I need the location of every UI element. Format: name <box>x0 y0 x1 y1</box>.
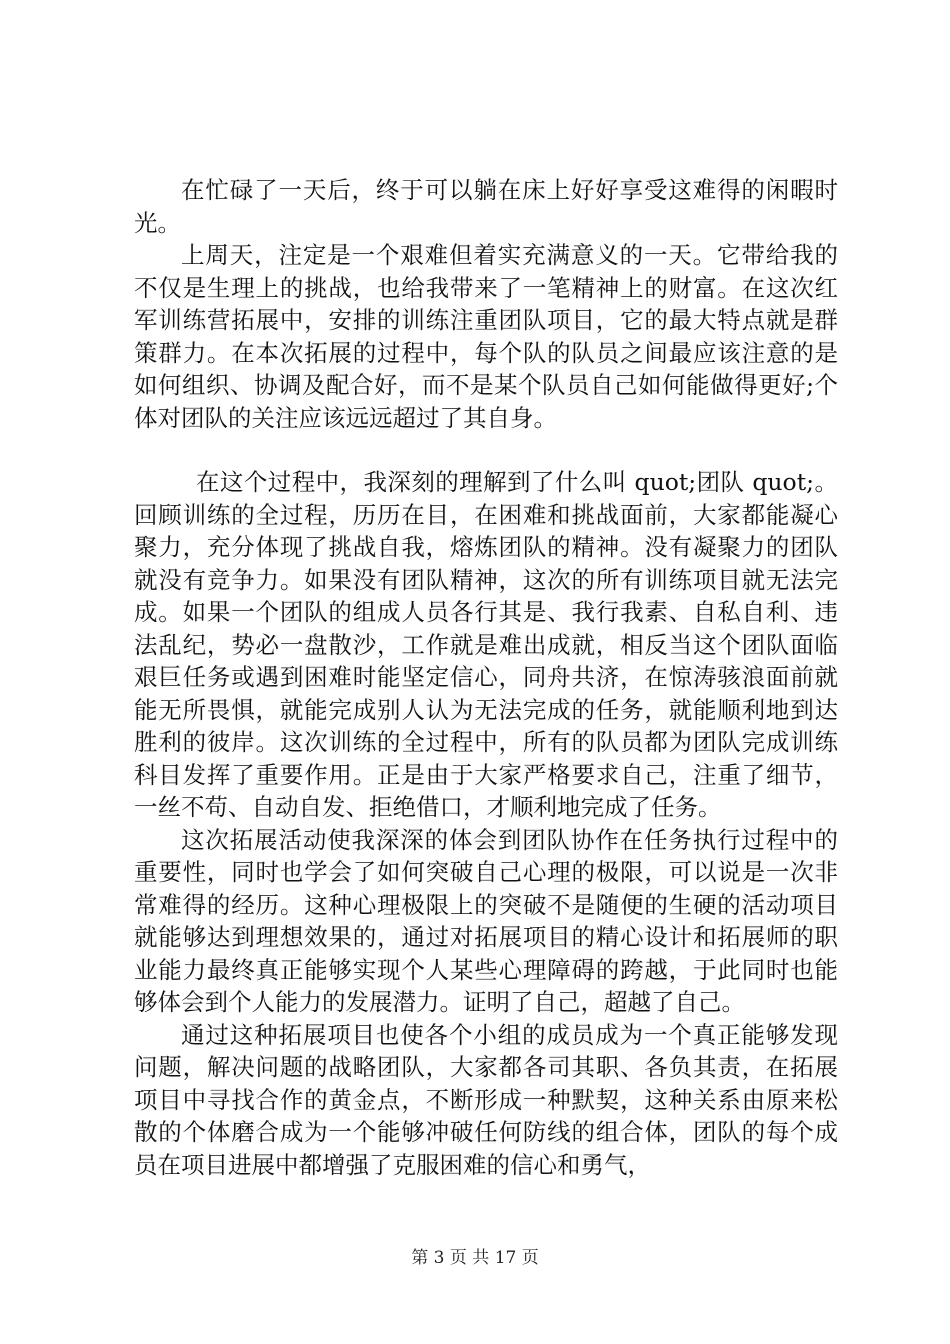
paragraph-2: 上周天，注定是一个艰难但着实充满意义的一天。它带给我的不仅是生理上的挑战，也给我带来了一笔精神上的财富。在这次红军训练营拓展中，安排的训练注重团队项目，它的最大特点就是群策群力。在本次拓展的过程中，每个队的队员之间最应该注意的是如何组织、协调及配合好，而不是某个队员自己如何能做得更好;个体对团队的关注应该远远超过了其自身。 <box>134 241 838 432</box>
paragraph-1: 在忙碌了一天后，终于可以躺在床上好好享受这难得的闲暇时光。 <box>134 176 838 237</box>
paragraph-4: 这次拓展活动使我深深的体会到团队协作在任务执行过程中的重要性，同时也学会了如何突破自己心理的极限，可以说是一次非常难得的经历。这种心理极限上的突破不是随便的生硬的活动项目就能够达到理想效果的，通过对拓展项目的精心设计和拓展师的职业能力最终真正能够实现个人某些心理障碍的跨越，于此同时也能够体会到个人能力的发展潜力。证明了自己，超越了自己。 <box>134 825 838 1016</box>
paragraph-3: 在这个过程中，我深刻的理解到了什么叫 quot;团队 quot;。回顾训练的全过程，历历在目，在困难和挑战面前，大家都能凝心聚力，充分体现了挑战自我，熔炼团队的精神。没有凝聚力的团队就没有竞争力。如果没有团队精神，这次的所有训练项目就无法完成。如果一个团队的组成人员各行其是、我行我素、自私自利、违法乱纪，势必一盘散沙，工作就是难出成就，相反当这个团队面临艰巨任务或遇到困难时能坚定信心，同舟共济，在惊涛骇浪面前就能无所畏惧，就能完成别人认为无法完成的任务，就能顺利地到达胜利的彼岸。这次训练的全过程中，所有的队员都为团队完成训练科目发挥了重要作用。正是由于大家严格要求自己，注重了细节，一丝不苟、自动自发、拒绝借口，才顺利地完成了任务。 <box>134 468 838 821</box>
paragraph-5: 通过这种拓展项目也使各个小组的成员成为一个真正能够发现问题，解决问题的战略团队，大家都各司其职、各负其责，在拓展项目中寻找合作的黄金点，不断形成一种默契，这种关系由原来松散的个体磨合成为一个能够冲破任何防线的组合体，团队的每个成员在项目进展中都增强了克服困难的信心和勇气， <box>134 1020 838 1179</box>
document-body <box>134 174 838 1181</box>
page-number-footer: 第 3 页 共 17 页 <box>411 1248 539 1268</box>
